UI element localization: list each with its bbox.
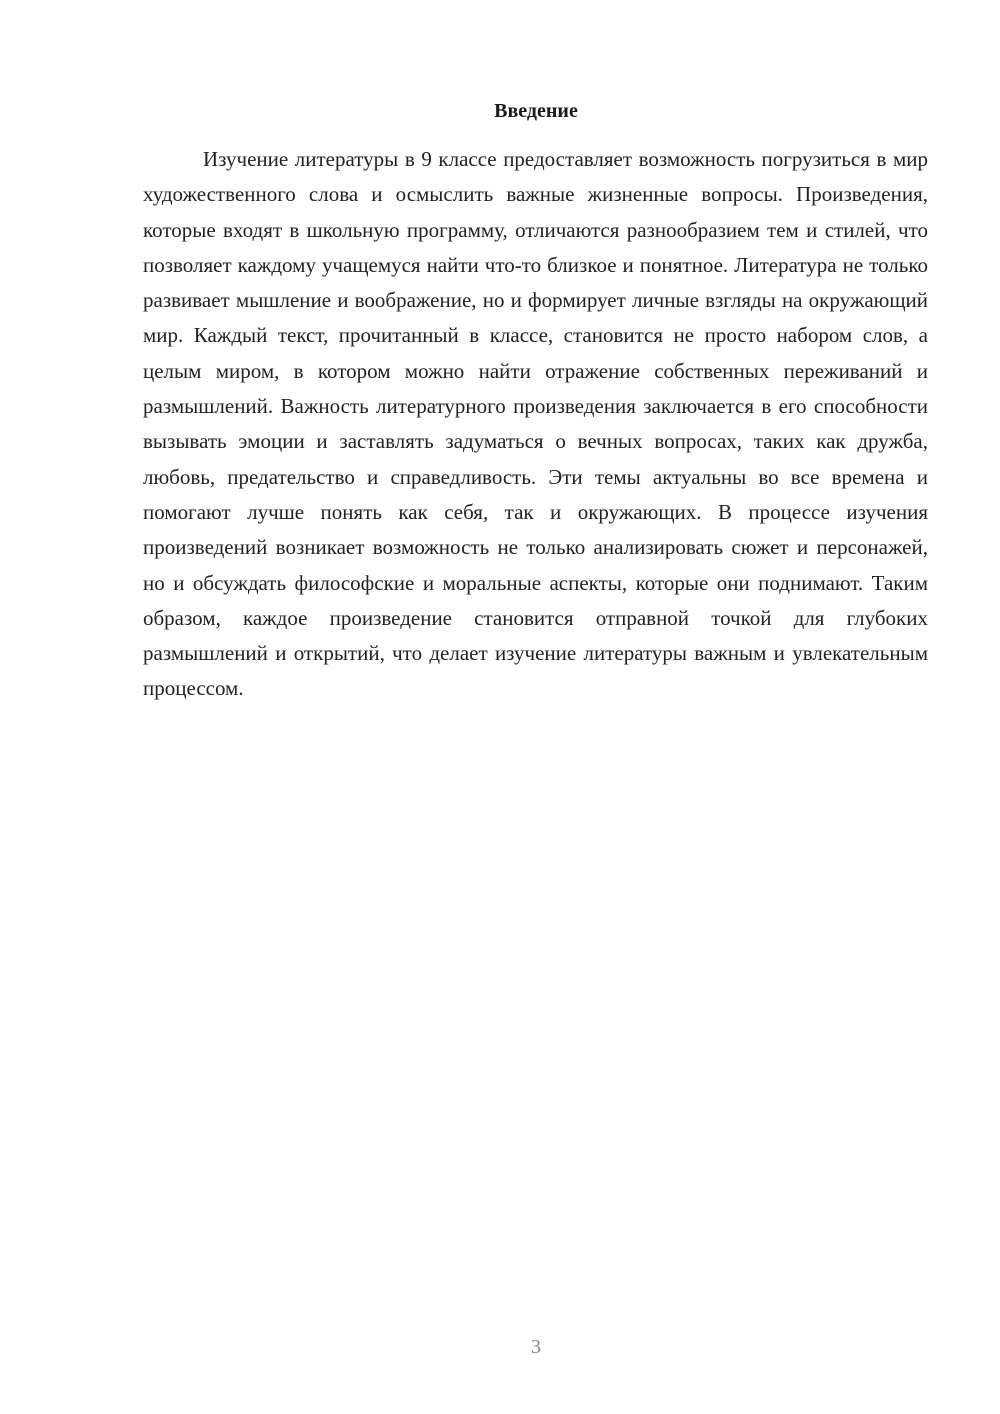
page-number: 3	[531, 1336, 541, 1358]
section-heading: Введение	[494, 100, 578, 122]
body-paragraph: Изучение литературы в 9 классе предоставляет возможность погрузиться в мир художественного слова и осмыслить важные жизненные вопросы. Произведения, которые входят в школьную программу, отличаются разнообразием тем и стилей, что позволяет каждому учащемуся найти что-то близкое и понятное. Литература не только развивает мышление и воображение, но и формирует личные взгляды на окружающий мир. Каждый текст, прочитанный в классе, становится не просто набором слов, а целым миром, в котором можно найти отражение собственных переживаний и размышлений. Важность литературного произведения заключается в его способности вызывать эмоции и заставлять задуматься о вечных вопросах, таких как дружба, любовь, предательство и справедливость. Эти темы актуальны во все времена и помогают лучше понять как себя, так и окружающих. В процессе изучения произведений возникает возможность не только анализировать сюжет и персонажей, но и обсуждать философские и моральные аспекты, которые они поднимают. Таким образом, каждое произведение становится отправной точкой для глубоких размышлений и открытий, что делает изучение литературы важным и увлекательным процессом.	[143, 147, 928, 701]
